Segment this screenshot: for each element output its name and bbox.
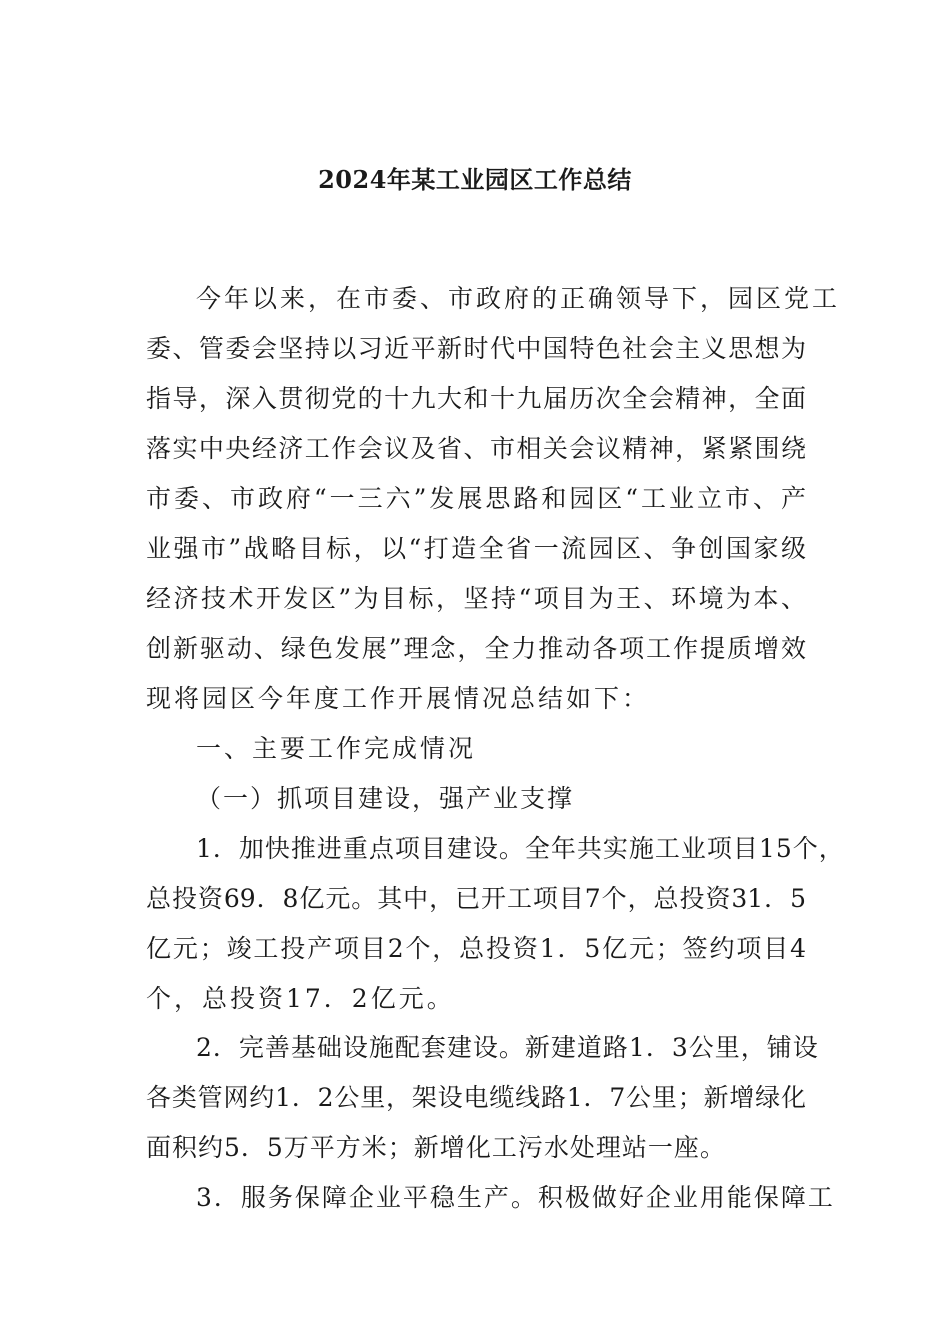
paragraph-line: 委、管委会坚持以习近平新时代中国特色社会主义思想为 [146, 334, 806, 363]
document-title: 2024年某工业园区工作总结 [318, 165, 632, 194]
paragraph-line: 今年以来，在市委、市政府的正确领导下，园区党工 [196, 284, 841, 313]
paragraph-line: 1．加快推进重点项目建设。全年共实施工业项目15个， [196, 834, 845, 863]
paragraph-line: 创新驱动、绿色发展”理念，全力推动各项工作提质增效 [146, 634, 806, 663]
paragraph-line: 落实中央经济工作会议及省、市相关会议精神，紧紧围绕 [146, 434, 806, 463]
paragraph-line: 指导，深入贯彻党的十九大和十九届历次全会精神，全面 [146, 384, 806, 413]
paragraph-line: 3．服务保障企业平稳生产。积极做好企业用能保障工 [196, 1183, 835, 1212]
subsection-heading: （一）抓项目建设，强产业支撑 [196, 784, 575, 813]
paragraph-line: 各类管网约1．2公里，架设电缆线路1．7公里；新增绿化 [146, 1083, 806, 1112]
paragraph-line: 市委、市政府“一三六”发展思路和园区“工业立市、产 [146, 484, 806, 513]
paragraph-line: 2．完善基础设施配套建设。新建道路1．3公里，铺设 [196, 1033, 819, 1062]
section-heading: 一、主要工作完成情况 [196, 734, 477, 763]
paragraph-line: 业强市”战略目标，以“打造全省一流园区、争创国家级 [146, 534, 806, 563]
paragraph-line: 个，总投资17．2亿元。 [146, 984, 455, 1013]
paragraph-line: 现将园区今年度工作开展情况总结如下： [146, 684, 651, 713]
paragraph-line: 面积约5．5万平方米；新增化工污水处理站一座。 [146, 1133, 726, 1162]
paragraph-line: 亿元；竣工投产项目2个，总投资1．5亿元；签约项目4 [146, 934, 806, 963]
paragraph-line: 总投资69．8亿元。其中，已开工项目7个，总投资31．5 [146, 884, 806, 913]
paragraph-line: 经济技术开发区”为目标，坚持“项目为王、环境为本、 [146, 584, 806, 613]
